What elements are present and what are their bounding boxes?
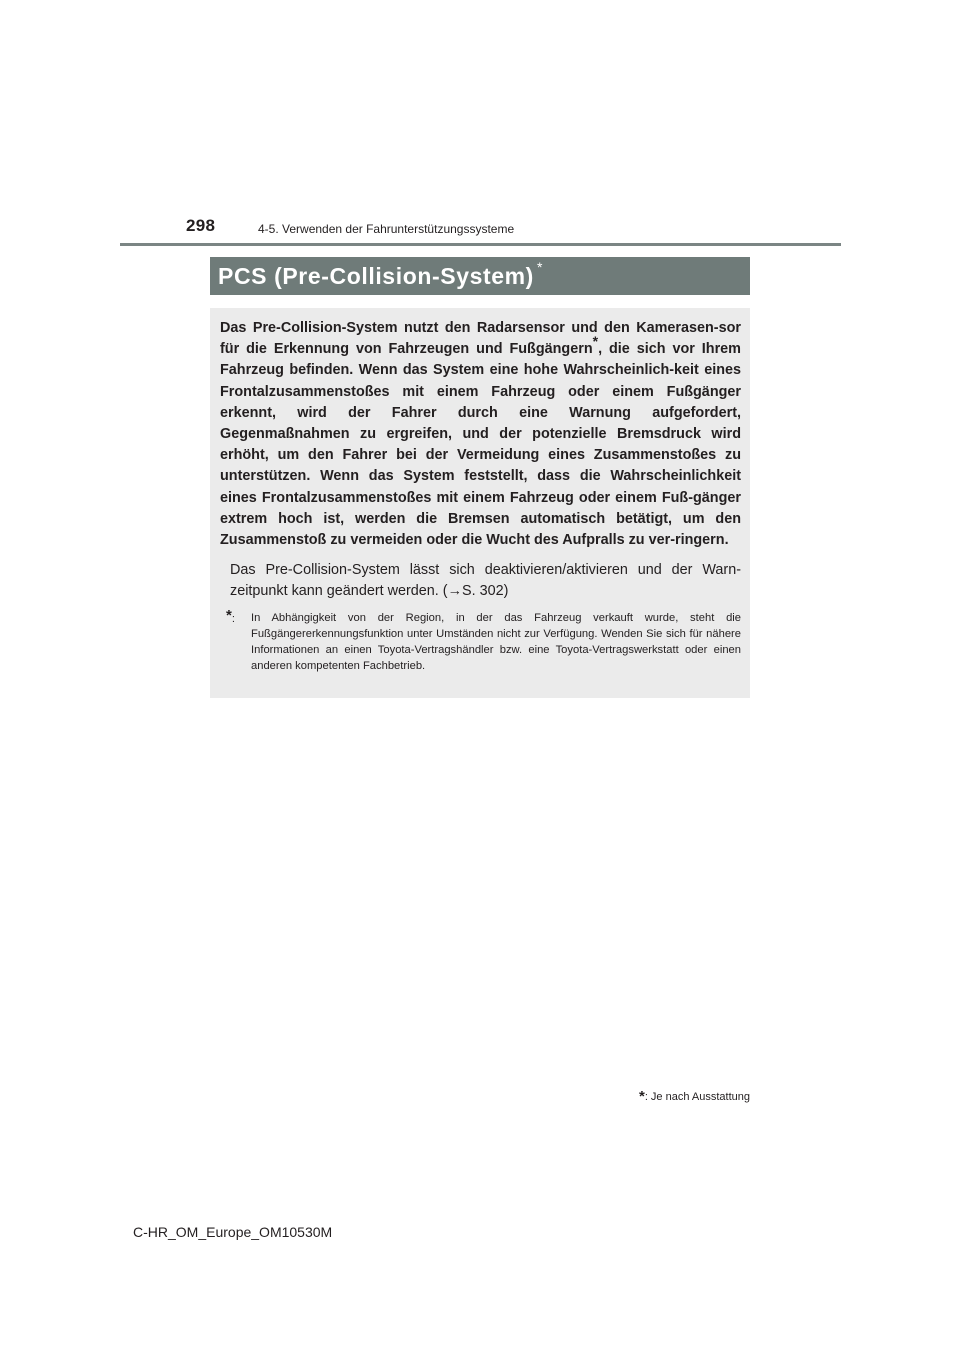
equipment-note [639, 1087, 750, 1104]
document-id: C-HR_OM_Europe_OM10530M [133, 1224, 333, 1240]
header-divider [120, 243, 841, 246]
equipment-note-text: : Je nach Ausstattung [644, 1091, 750, 1103]
intro-box [210, 308, 750, 698]
settings-note: Das Pre-Collision-System lässt sich deaktivieren/aktivieren und der Warn-zeitpunkt kann geändert werden. (→S. 302) [230, 562, 741, 600]
section-heading: 4-5. Verwenden der Fahrunterstützungssysteme [258, 222, 515, 236]
equipment-note-mark: * [638, 1088, 645, 1105]
footnote [226, 606, 741, 674]
footnote-colon: : [231, 612, 235, 625]
intro-paragraph [220, 318, 741, 551]
page-number: 298 [186, 216, 216, 235]
intro-text-part1: Das Pre-Collision-System nutzt den Radarsensor und den Kamerasen-sor für die Erkennung von Fahrzeugen und Fußgängern [220, 320, 741, 358]
footnote-mark [226, 608, 235, 625]
section-title-bar [210, 257, 750, 295]
footnote-reference-mark: * [592, 333, 599, 350]
page-title: PCS (Pre-Collision-System) [218, 262, 534, 289]
title-footnote-mark: * [536, 259, 543, 275]
intro-text-part2: , die sich vor Ihrem Fahrzeug befinden. Wenn das System eine hohe Wahrscheinlich-keit eines Frontalzusammenstoßes mit einem Fahrzeug oder einem Fußgänger erkennt, wird der Fahrer durch eine Warnung aufgefordert, Gegenmaßnahmen zu ergreifen, und der potenzielle Bremsdruck wird erhöht, um den Fahrer bei der Vermeidung eines Zusammenstoßes zu unterstützen. Wenn das System feststellt, dass die Wahrscheinlichkeit eines Frontalzusammenstoßes mit einem Fahrzeug oder einem Fuß-gänger extrem hoch ist, werden die Bremsen automatisch betätigt, um den Zusammenstoß zu vermeiden oder die Wucht des Aufpralls zu ver-ringern. [220, 341, 741, 549]
footnote-text: In Abhängigkeit von der Region, in der das Fahrzeug verkauft wurde, steht die Fußgängererkennungsfunktion unter Umständen nicht zur Verfügung. Wenden Sie sich für nähere Informationen an einen Toyota-Vertragshändler bzw. eine Toyota-Vertragswerkstatt oder einen anderen kompetenten Fachbetrieb. [251, 611, 741, 672]
footnote-asterisk: * [226, 606, 232, 624]
